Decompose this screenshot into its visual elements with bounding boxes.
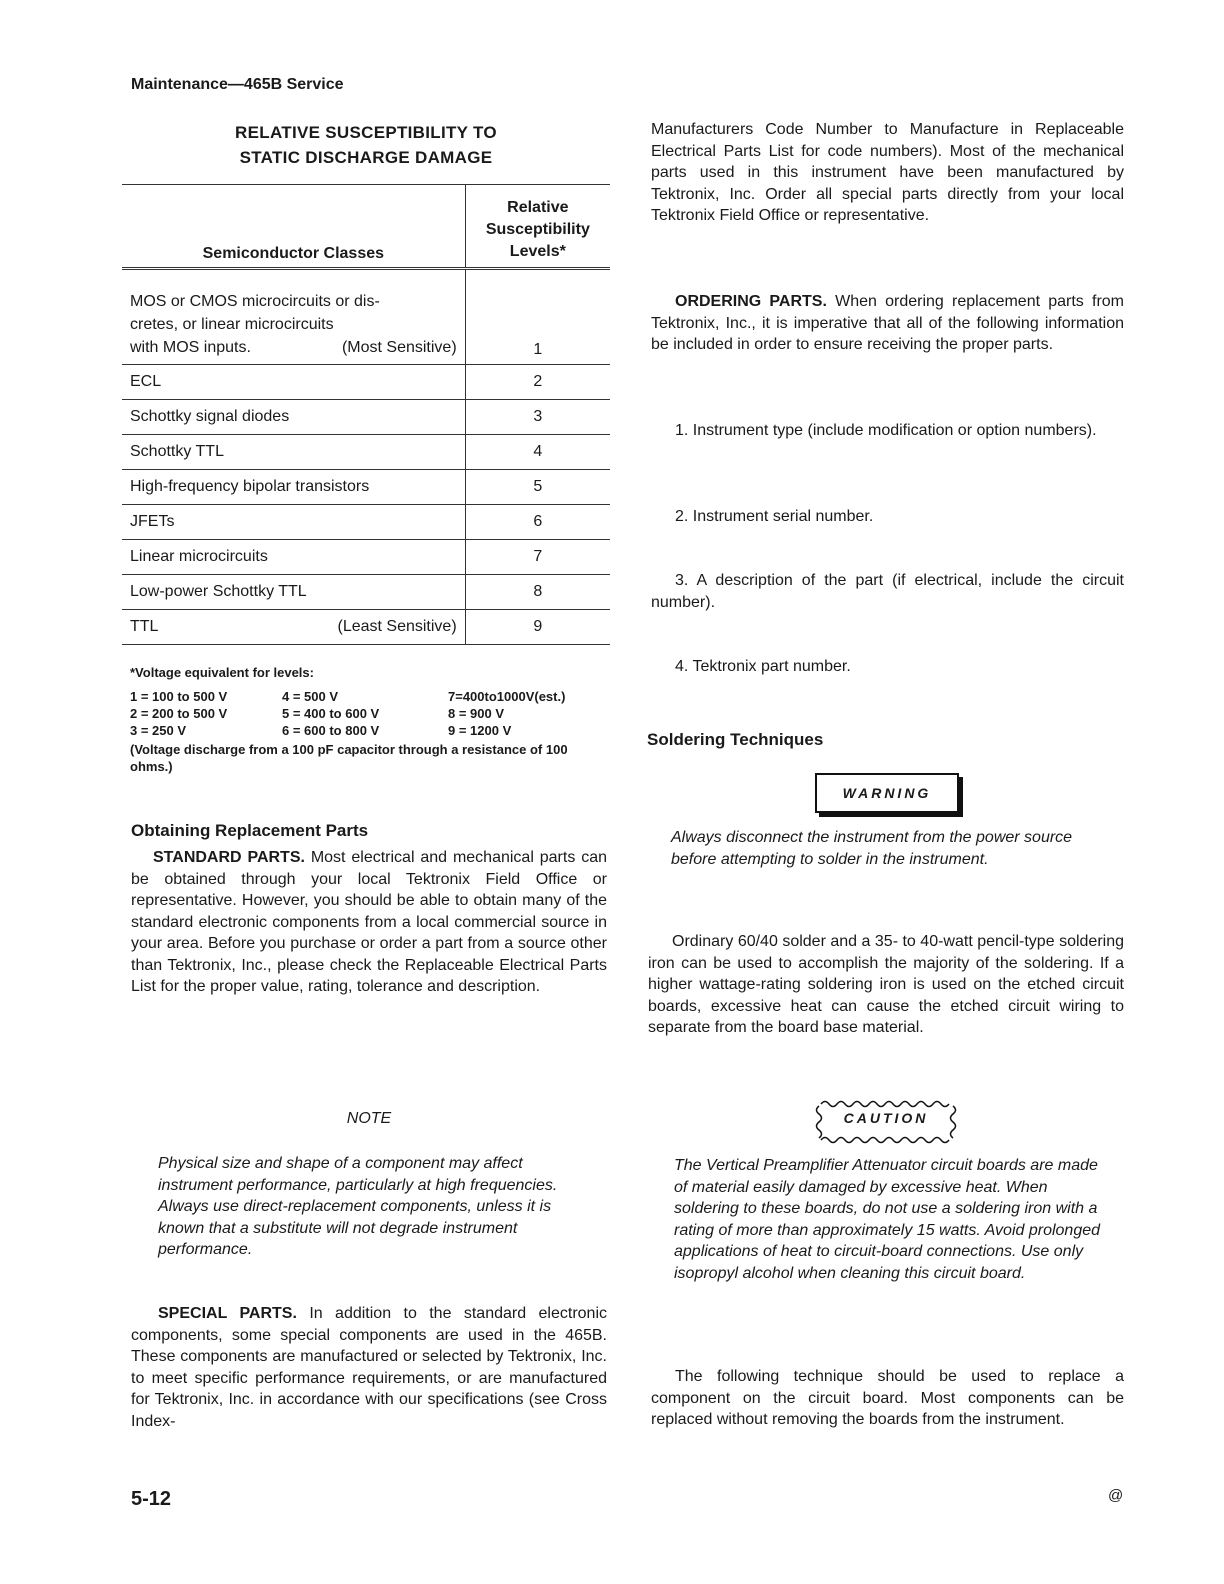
footnote-discharge-note: (Voltage discharge from a 100 pF capacitor through a resistance of 100 ohms.) (130, 742, 568, 774)
row-class: JFETs (130, 513, 175, 530)
table-row (122, 400, 610, 435)
footnote-level-2: 2 = 200 to 500 V (130, 706, 228, 721)
soldering-heading: Soldering Techniques (647, 730, 824, 749)
table-row (122, 269, 610, 365)
row-ttl-class (122, 610, 465, 645)
ordering-parts-paragraph (651, 291, 1124, 356)
footnote-level-6: 6 = 600 to 800 V (282, 723, 380, 738)
col-header-levels-line1: Relative (507, 199, 569, 216)
footnote-title: *Voltage equivalent for levels: (130, 665, 314, 680)
caution-wavy-bottom (821, 1138, 949, 1143)
table-title-line1: RELATIVE SUSCEPTIBILITY TO (235, 123, 497, 142)
table-title (122, 120, 610, 170)
row-level: 3 (465, 400, 610, 435)
table-row (122, 435, 610, 470)
row-level: 2 (465, 365, 610, 400)
table-row (122, 575, 610, 610)
note-text: Physical size and shape of a component may affect instrument performance, particularly at high frequencies. Always use direct-replacement components, unless it is known that a substitute will not degrade instrument performance. (158, 1155, 558, 1258)
footnote-level-9: 9 = 1200 V (448, 723, 512, 738)
table-row (122, 610, 610, 645)
col-header-levels (465, 185, 610, 269)
row-mos-class (122, 269, 465, 365)
table-row (122, 505, 610, 540)
susceptibility-table (122, 184, 610, 645)
standard-parts-text: Most electrical and mechanical parts can be obtained through your local Tektronix Field Office or representative. However, you should be able to obtain many of the standard electronic components from a local commercial source in your area. Before you purchase or order a part from a source other than Tektronix, Inc., please check the Replaceable Electrical Parts List for the proper value, rating, tolerance and description. (131, 849, 607, 995)
footer-mark: @ (1108, 1487, 1124, 1504)
list-item: 2. Instrument serial number. (675, 508, 874, 525)
row-level: 7 (465, 540, 610, 575)
row-class: Schottky TTL (130, 443, 224, 460)
ttl-sensitivity-note: (Least Sensitive) (337, 618, 457, 635)
list-item: 1. Instrument type (include modification or option numbers). (675, 422, 1097, 439)
technique-paragraph: The following technique should be used to replace a component on the circuit board. Most components can be replaced without removing the boards from the instrument. (651, 1368, 1124, 1428)
list-item: 4. Tektronix part number. (675, 658, 851, 675)
row-level: 4 (465, 435, 610, 470)
continuation-paragraph: Manufacturers Code Number to Manufacture in Replaceable Electrical Parts List for code numbers). Most of the mechanical parts used in this instrument have been manufactured by Tektronix, Inc. Order all special parts directly from your local Tektronix Field Office or representative. (651, 121, 1124, 224)
ordering-parts-lead: ORDERING PARTS. (675, 293, 827, 310)
footnote-level-3: 3 = 250 V (130, 723, 187, 738)
row-level: 8 (465, 575, 610, 610)
table-title-line2: STATIC DISCHARGE DAMAGE (239, 148, 493, 167)
col-header-levels-line3: Levels* (509, 243, 566, 260)
footnote-level-7: 7=400to1000V(est.) (448, 689, 566, 704)
list-item: 3. A description of the part (if electrical, include the circuit number). (651, 572, 1124, 611)
table-row (122, 540, 610, 575)
standard-parts-lead: STANDARD PARTS. (153, 849, 305, 866)
warning-box: WARNING (815, 773, 959, 813)
standard-parts-paragraph (131, 847, 607, 998)
page-number: 5-12 (131, 1488, 172, 1510)
obtaining-heading: Obtaining Replacement Parts (131, 821, 369, 840)
mos-sensitivity-note: (Most Sensitive) (341, 339, 457, 356)
caution-text: The Vertical Preamplifier Attenuator circuit boards are made of material easily damaged by excessive heat. When soldering to these boards, do not use a soldering iron with a rating of more than approximately 15 watts. Avoid prolonged applications of heat to circuit-board connections. Use only isopropyl alcohol when cleaning this circuit board. (674, 1157, 1101, 1282)
row-mos-level: 1 (465, 269, 610, 365)
mos-line3a: with MOS inputs. (130, 339, 251, 356)
table-row (122, 365, 610, 400)
mos-line2: cretes, or linear microcircuits (130, 316, 334, 333)
col-header-levels-line2: Susceptibility (485, 221, 590, 238)
row-class: ECL (130, 373, 162, 390)
row-class: High-frequency bipolar transistors (130, 478, 370, 495)
footnote-level-1: 1 = 100 to 500 V (130, 689, 228, 704)
ordinary-solder-paragraph: Ordinary 60/40 solder and a 35- to 40-watt pencil-type soldering iron can be used to accomplish the majority of the soldering. If a higher wattage-rating soldering iron is used on the etched circuit boards, excessive heat can cause the etched circuit wiring to separate from the board base material. (648, 933, 1124, 1036)
footnote-level-4: 4 = 500 V (282, 689, 339, 704)
running-header: Maintenance—465B Service (131, 76, 344, 93)
row-class: Linear microcircuits (130, 548, 268, 565)
caution-label: CAUTION (843, 1110, 929, 1126)
special-parts-paragraph (131, 1303, 607, 1432)
row-level: 6 (465, 505, 610, 540)
row-level: 5 (465, 470, 610, 505)
table-row (122, 470, 610, 505)
row-class: Schottky signal diodes (130, 408, 290, 425)
caution-wavy-top (821, 1102, 949, 1107)
warning-text: Always disconnect the instrument from the power source before attempting to solder in the instrument. (671, 829, 1073, 868)
ordering-parts-text: When ordering replacement parts from Tektronix, Inc., it is imperative that all of the following information be included in order to ensure receiving the proper parts. (651, 293, 1124, 353)
special-parts-lead: SPECIAL PARTS. (158, 1305, 297, 1322)
footnote-level-5: 5 = 400 to 600 V (282, 706, 380, 721)
table-footnote (130, 664, 610, 775)
row-class: Low-power Schottky TTL (130, 583, 307, 600)
special-parts-text: In addition to the standard electronic components, some special components are used in the 465B. These components are manufactured or selected by Tektronix, Inc. to meet specific performance requirements, or are manufactured for Tektronix, Inc. in accordance with our specifications (see Cross Index- (131, 1305, 607, 1430)
mos-line1: MOS or CMOS microcircuits or dis- (130, 293, 380, 310)
col-header-classes: Semiconductor Classes (122, 185, 465, 269)
ttl-name: TTL (130, 618, 159, 635)
footnote-level-8: 8 = 900 V (448, 706, 505, 721)
row-ttl-level: 9 (465, 610, 610, 645)
note-heading: NOTE (346, 1110, 392, 1127)
